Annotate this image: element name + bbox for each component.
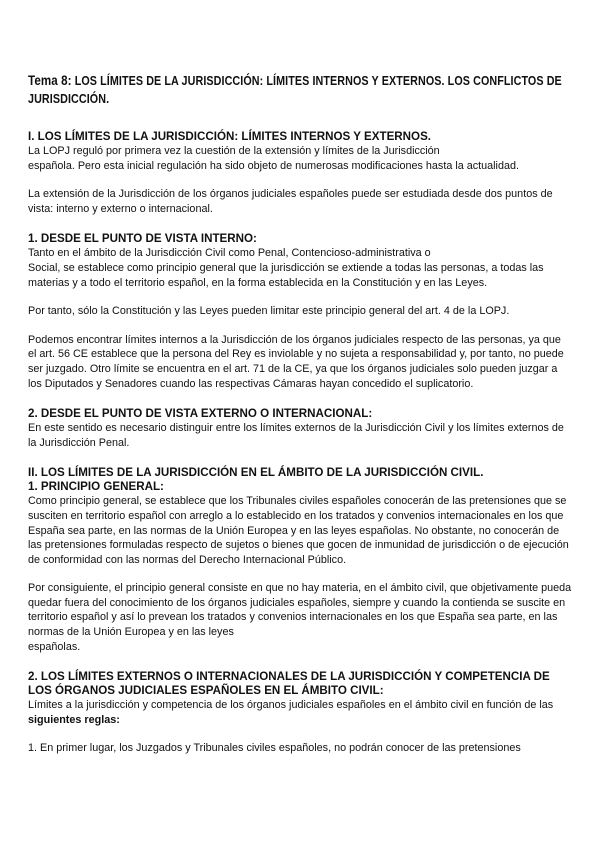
paragraph: Como principio general, se establece que los Tribunales civiles españoles conocerán de las pretensiones que se susciten en territorio español con arreglo a lo establecido en los tratados y convenios internacionales en los que España sea parte, en las normas de la Unión Europea y en las leyes españolas. No obstante, no conocerán de las pretensiones formuladas respecto de sujetos o bienes que gocen de inmunidad de jurisdicción o de ejecución de conformidad con las normas del Derecho Internacional Público. [28, 495, 569, 566]
title-text: LOS LÍMITES DE LA JURISDICCIÓN: LÍMITES INTERNOS Y EXTERNOS. LOS CONFLICTOS DE JURISDICCIÓN. [28, 74, 562, 106]
subsection-heading-principio: 1. PRINCIPIO GENERAL: [28, 480, 164, 494]
section-heading-2: II. LOS LÍMITES DE LA JURISDICCIÓN EN EL ÁMBITO DE LA JURISDICCIÓN CIVIL. [28, 466, 484, 480]
paragraph: españolas. [28, 640, 81, 653]
paragraph: La extensión de la Jurisdicción de los órganos judiciales españoles puede ser estudiada desde dos puntos de vista: interno y externo o internacional. [28, 188, 553, 215]
paragraph: española. Pero esta inicial regulación ha sido objeto de numerosas modificaciones hasta la actualidad. [28, 159, 519, 172]
paragraph-text: Límites a la jurisdicción y competencia de los órganos judiciales españoles en el ámbito civil en función de las [28, 699, 554, 712]
paragraph: Por tanto, sólo la Constitución y las Leyes pueden limitar este principio general del art. 4 de la LOPJ. [28, 305, 510, 318]
paragraph: Social, se establece como principio general que la jurisdicción se extiende a todas las personas, a todas las materias y a todo el territorio español, en la forma establecida en la Constitución y en las Leyes. [28, 261, 544, 289]
page-title [28, 72, 578, 108]
section-heading-1: I. LOS LÍMITES DE LA JURISDICCIÓN: LÍMITES INTERNOS Y EXTERNOS. [28, 130, 432, 143]
paragraph: 1. En primer lugar, los Juzgados y Tribunales civiles españoles, no podrán conocer de las pretensiones [28, 742, 521, 755]
paragraph: Por consiguiente, el principio general consiste en que no hay materia, en el ámbito civil, que objetivamente pueda quedar fuera del conocimiento de los órganos judiciales españoles, siempre y cuando la contienda se suscite en territorio español y así lo prevean los tratados y convenios internacionales en los que España sea parte, en las normas de la Unión Europea y en las leyes [28, 582, 572, 639]
title-prefix: Tema 8: [28, 73, 72, 88]
subsection-heading-interno: 1. DESDE EL PUNTO DE VISTA INTERNO: [28, 232, 257, 246]
paragraph: Podemos encontrar límites internos a la Jurisdicción de los órganos judiciales respecto de las personas, ya que el art. 56 CE establece que la persona del Rey es inviolable y no sujeta a responsabilidad y, por tanto, no puede ser juzgado. Otro límite se encuentra en el art. 71 de la CE, ya que los órganos judiciales solo pueden juzgar a los Diputados y Senadores cuando las respectivas Cámaras hayan concedido el suplicatorio. [28, 333, 564, 390]
paragraph: Tanto en el ámbito de la Jurisdicción Civil como Penal, Contencioso-administrativa o [28, 247, 431, 260]
bold-text: siguientes reglas: [28, 713, 120, 726]
paragraph: En este sentido es necesario distinguir entre los límites externos de la Jurisdicción Civil y los límites externos de la Jurisdicción Penal. [28, 422, 564, 449]
subsection-heading-externo: 2. DESDE EL PUNTO DE VISTA EXTERNO O INTERNACIONAL: [28, 407, 373, 421]
paragraph: La LOPJ reguló por primera vez la cuestión de la extensión y límites de la Jurisdicción [28, 145, 440, 157]
subsection-heading-limites-externos: 2. LOS LÍMITES EXTERNOS O INTERNACIONALES DE LA JURISDICCIÓN Y COMPETENCIA DE LOS ÓRGANOS JUDICIALES ESPAÑOLES EN EL ÁMBITO CIVIL: [28, 670, 550, 698]
paragraph [28, 698, 572, 727]
